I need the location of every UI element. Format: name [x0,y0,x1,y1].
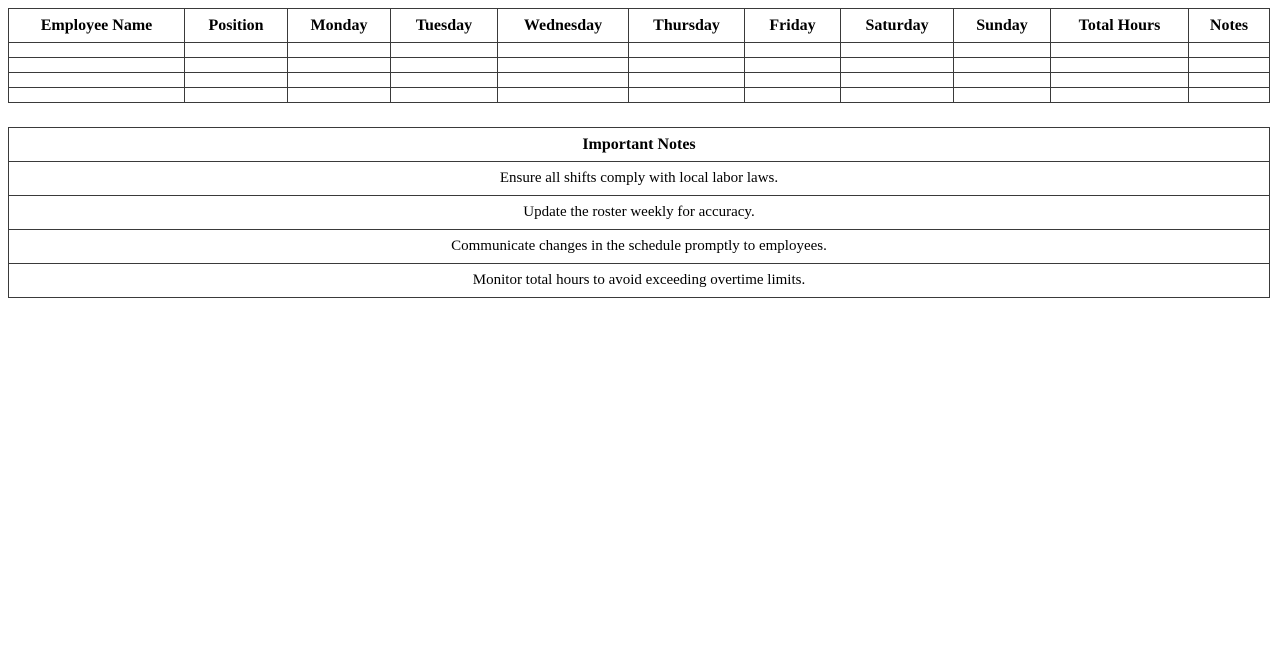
note-text: Communicate changes in the schedule promptly to employees. [9,230,1270,264]
roster-cell [9,58,185,73]
roster-cell [745,58,841,73]
roster-cell [1189,43,1270,58]
roster-cell [9,73,185,88]
roster-cell [9,88,185,103]
roster-table [8,8,1270,103]
roster-cell [841,73,954,88]
roster-cell [1189,58,1270,73]
roster-cell [391,58,498,73]
roster-cell [629,43,745,58]
column-header-thursday: Thursday [629,9,745,43]
roster-cell [185,73,288,88]
column-header-saturday: Saturday [841,9,954,43]
roster-cell [841,88,954,103]
roster-cell [841,58,954,73]
column-header-position: Position [185,9,288,43]
roster-cell [498,73,629,88]
notes-title-row [9,128,1270,162]
important-notes-table [8,127,1270,298]
roster-cell [391,43,498,58]
roster-cell [391,88,498,103]
roster-cell [1051,58,1189,73]
notes-table-title: Important Notes [9,128,1270,162]
column-header-friday: Friday [745,9,841,43]
roster-cell [498,88,629,103]
roster-cell [498,58,629,73]
note-text: Update the roster weekly for accuracy. [9,196,1270,230]
roster-cell [954,88,1051,103]
roster-cell [954,73,1051,88]
roster-cell [745,73,841,88]
roster-header-row [9,9,1270,43]
roster-empty-row [9,88,1270,103]
note-text: Ensure all shifts comply with local labor laws. [9,162,1270,196]
roster-cell [288,88,391,103]
note-row [9,162,1270,196]
roster-cell [9,43,185,58]
roster-cell [185,88,288,103]
roster-cell [1051,43,1189,58]
roster-cell [185,43,288,58]
note-row [9,230,1270,264]
roster-cell [629,58,745,73]
roster-cell [745,43,841,58]
roster-cell [185,58,288,73]
roster-cell [288,58,391,73]
roster-cell [1189,88,1270,103]
roster-empty-row [9,43,1270,58]
column-header-employee-name: Employee Name [9,9,185,43]
note-row [9,264,1270,298]
roster-cell [954,58,1051,73]
roster-cell [1051,73,1189,88]
roster-cell [288,43,391,58]
column-header-wednesday: Wednesday [498,9,629,43]
column-header-notes: Notes [1189,9,1270,43]
roster-cell [841,43,954,58]
roster-cell [745,88,841,103]
roster-cell [954,43,1051,58]
roster-empty-row [9,58,1270,73]
roster-cell [629,88,745,103]
roster-cell [498,43,629,58]
roster-cell [391,73,498,88]
column-header-total-hours: Total Hours [1051,9,1189,43]
roster-cell [1189,73,1270,88]
column-header-monday: Monday [288,9,391,43]
note-row [9,196,1270,230]
roster-cell [1051,88,1189,103]
roster-empty-row [9,73,1270,88]
column-header-tuesday: Tuesday [391,9,498,43]
roster-cell [629,73,745,88]
column-header-sunday: Sunday [954,9,1051,43]
note-text: Monitor total hours to avoid exceeding overtime limits. [9,264,1270,298]
roster-cell [288,73,391,88]
